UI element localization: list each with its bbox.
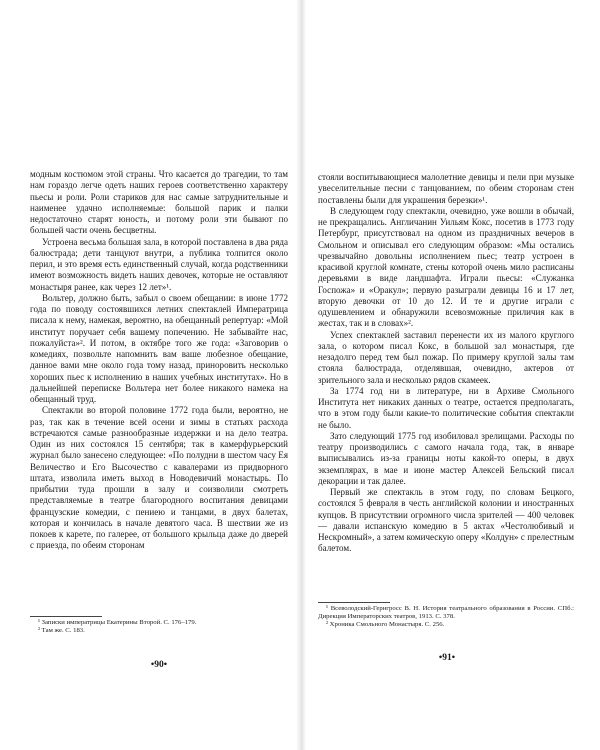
left-text-block (30, 169, 288, 552)
left-footnotes (30, 616, 288, 635)
footnote: ² Там же. С. 183. (38, 627, 85, 635)
footnote-rule (318, 602, 390, 603)
page-number: •90• (150, 660, 168, 670)
paragraph: Зато следующий 1775 год изобиловал зрелищами. Расходы по театру производились с самого начала года, так, в январе выписывались из-за границы ноты какой-то оперы, в двух экземплярах, в мае и июне мастер Алексей Бельский писал декорации и так далее. (318, 430, 574, 486)
paragraph: Успех спектаклей заставил перенести их из малого круглого зала, о котором писал Кокс, в большой зал монастыря, где незадолго перед тем был пожар. По примеру круглой залы там стояла балюстрада, отделявшая, очевидно, актеров от зрительного зала и несколько рядов скамеек. (318, 329, 574, 385)
paragraph: За 1774 год ни в литературе, ни в Архиве Смольного Института нет никаких данных о театре, остается предполагать, что в этом году были какие-то политические события спектакли не было. (318, 385, 574, 430)
footnote-rule (30, 616, 102, 617)
footnote: ² Хроника Смольного Монастыря. С. 256. (326, 621, 445, 629)
paragraph: Вольтер, должно быть, забыл о своем обещании: в июне 1772 года по поводу состоявшихся летних спектаклей Императрица писала к нему, намекая, вероятно, на обещанный репертуар: «Мой институт поручает себя вашему попечению. Не забывайте нас, пожалуйста»². И потом, в октябре того же года: «Заговорив о комедиях, позвольте напомнить вам ваше любезное обещание, данное вами мне около года тому назад, приноровить несколько хороших пьес к исполнению в наших учебных институтах». Но в дальнейшей переписке Вольтера нет более никакого намека на обещанный труд. (30, 292, 288, 404)
page-number: •91• (438, 653, 456, 663)
paragraph: модным костюмом этой страны. Что касается до трагедии, то там нам гораздо легче одеть наших героев соответственно характеру пьесы и роли. Роли стариков для нас самые затруднительные и наименее удачно исполняемые: большой парик и палки недостаточно старят юность, и потому роли эти бывают по большей части очень бесцветны. (30, 169, 288, 236)
right-footnotes (318, 602, 574, 630)
paragraph: В следующем году спектакли, очевидно, уже вошли в обычай, не прекращались. Англичанин Уильям Кокс, посетив в 1773 году Петербург, присутствовал на одном из праздничных вечеров в Смольном и описывал его следующим образом: «Мы остались чрезвычайно довольны исполнением пьес; театр устроен в красивой круглой комнате, стены которой очень мило расписаны деревьями в виде ландшафта. Играли пьесы: «Служанка Госпожа» и «Оракул»; первую разыграли девицы 16 и 17 лет, вторую девочки от 10 до 12. И те и другие играли с одушевлением и обнаружили всевозможные приличия как в жестах, так и в словах»². (318, 205, 574, 329)
footnote: ¹ Записки императрицы Екатерины Второй. С. 176–179. (38, 619, 197, 626)
right-page (302, 0, 600, 750)
footnote: ¹ Всеволодский-Гернгросс В. Н. История театрального образования в России. СПб.: Дирекция Императорских театров, 1913. С. 378. (318, 605, 574, 621)
paragraph: Первый же спектакль в этом году, по словам Бецкого, состоялся 5 февраля в честь английской колонии и иностранных купцов. В присутствии огромного числа зрителей — 400 человек — давали испанскую комедию в 5 актах «Честолюбивый и Нескромный», а затем комическую оперу «Колдун» с прелестным балетом. (318, 487, 574, 554)
paragraph: стояли воспитывающиеся малолетние девицы и пели при музыке увеселительные песни с танцованием, по обеим сторонам стен поставлены были для украшения березки»¹. (318, 172, 574, 205)
paragraph: Спектакли во второй половине 1772 года были, вероятно, не раз, так как в течение всей осени и зимы в статьях расхода встречаются самые разнообразные издержки и на дело театра. Один из них состоялся 15 сентября; так в камерфурьерский журнал было занесено следующее: «По полудни в шестом часу Ея Величество и Его Высочество с кавалерами из придворного штата, изволила иметь выход в Новодевичий монастырь. По прибытии туда прошли в залу и соизволили смотреть представляемые в театре благородного воспитания девицами французские комедии, с пениею и танцами, в двух балетах, которая и кончилась в начале девятого часа. В шествии же из покоев к карете, по галерее, от большого крыльца даже до дверей с приезда, по обеим сторонам (30, 405, 288, 551)
paragraph: Устроена весьма большая зала, в которой поставлена в два ряда балюстрада; дети танцуют внутри, а публика толпится около перил, и это время есть единственный случай, когда родственники имеют возможность видеть наших девочек, которые не оставляют монастыря ранее, как через 12 лет»¹. (30, 236, 288, 292)
right-text-block (318, 172, 574, 555)
